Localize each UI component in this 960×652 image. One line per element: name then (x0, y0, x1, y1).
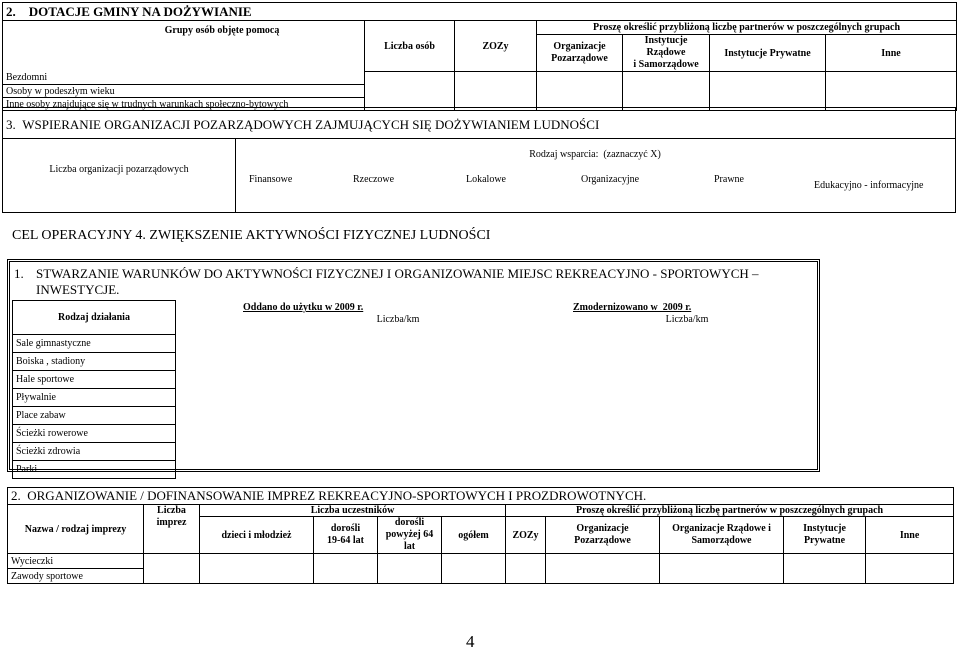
input-cell[interactable] (710, 72, 826, 111)
col-priv (784, 517, 866, 554)
row-label: Parki (13, 461, 176, 479)
row-label: Sale gimnastyczne (13, 335, 176, 353)
input-cell[interactable] (826, 72, 957, 111)
seniors-a: dorośli (394, 517, 425, 528)
table-row (13, 425, 176, 443)
table-row (8, 554, 954, 569)
support-rzeczowe: Rzeczowe (353, 174, 395, 185)
col-modern-header (562, 302, 812, 326)
input-cell[interactable] (506, 554, 546, 584)
col-other: Inne (866, 517, 954, 554)
page-number: 4 (466, 632, 475, 651)
col-gov (660, 517, 784, 554)
section-4-1-box (7, 259, 820, 475)
ngo-a: Organizacje (576, 523, 629, 534)
sub-gov-header (623, 35, 710, 72)
activity-table (12, 300, 176, 479)
table-row (13, 371, 176, 389)
col-zozy-header: ZOZy (455, 21, 537, 72)
support-finansowe: Finansowe (249, 174, 293, 185)
col-event-name-header: Nazwa / rodzaj imprezy (8, 505, 144, 554)
section-2-heading: 2. DOTACJE GMINY NA DOŻYWIANIE (3, 3, 957, 21)
seniors-b: powyżej 64 lat (385, 529, 434, 552)
support-prawne: Prawne (714, 174, 744, 185)
row-label: Pływalnie (13, 389, 176, 407)
col-partners-header: Proszę określić przybliżoną liczbę partnerów w poszczególnych grupach (537, 21, 957, 35)
input-cell[interactable] (537, 72, 623, 111)
adults-a: dorośli (330, 523, 361, 534)
row-label: Zawody sportowe (8, 569, 144, 584)
col-participants-header: Liczba uczestników (200, 505, 506, 517)
goal-prefix: CEL OPERACYJNY 4. (12, 228, 150, 243)
priv-a: Instytucje (803, 523, 846, 534)
input-cell[interactable] (455, 72, 537, 111)
section-4-1-number: 1. (14, 266, 24, 281)
table-row (13, 443, 176, 461)
col-children: dzieci i młodzież (200, 517, 314, 554)
sub-gov-b: i Samorządowe (633, 59, 699, 70)
adults-b: 19-64 lat (327, 535, 364, 546)
section-3-box (2, 107, 956, 213)
sub-ngo-a: Organizacje (553, 41, 606, 52)
goal-title: ZWIĘKSZENIE AKTYWNOŚCI FIZYCZNEJ LUDNOŚCI (149, 228, 491, 243)
input-cell[interactable] (546, 554, 660, 584)
operational-goal-heading (12, 228, 490, 244)
ngo-b: Pozarządowe (574, 535, 631, 546)
row-label: Ścieżki zdrowia (13, 443, 176, 461)
col-count-header: Liczba osób (365, 21, 455, 72)
input-cell[interactable] (365, 72, 455, 111)
col-event-count-header (144, 505, 200, 554)
sub-priv-header: Instytucje Prywatne (710, 35, 826, 72)
col-opened-unit: Liczba/km (376, 314, 420, 325)
section-4-2-table (7, 487, 954, 584)
input-cell[interactable] (442, 554, 506, 584)
col-type-header: Rodzaj działania (13, 301, 176, 335)
sub-ngo-header (537, 35, 623, 72)
support-organizacyjne: Organizacyjne (581, 174, 640, 185)
table-row (13, 353, 176, 371)
input-cell[interactable] (144, 554, 200, 584)
sub-other-header: Inne (826, 35, 957, 72)
table-row (13, 389, 176, 407)
input-cell[interactable] (623, 72, 710, 111)
sub-ngo-b: Pozarządowe (551, 53, 608, 64)
input-cell[interactable] (866, 554, 954, 584)
event-count-b: imprez (156, 517, 187, 528)
col-groups-header: Grupy osób objęte pomocą (3, 21, 365, 72)
col-modern-unit: Liczba/km (665, 314, 709, 325)
col-opened-label: Oddano do użytku w 2009 r. (243, 302, 364, 313)
table-row (13, 461, 176, 479)
input-cell[interactable] (378, 554, 442, 584)
sub-gov-a: Instytucje Rządowe (644, 35, 688, 58)
section-4-2-heading: 2. ORGANIZOWANIE / DOFINANSOWANIE IMPREZ REKREACYJNO-SPORTOWYCH I PROZDROWOTNYCH. (8, 488, 954, 505)
input-cell[interactable] (314, 554, 378, 584)
row-label: Wycieczki (8, 554, 144, 569)
col-total: ogółem (442, 517, 506, 554)
input-cell[interactable] (784, 554, 866, 584)
col-opened-header (234, 302, 562, 326)
col-ngo (546, 517, 660, 554)
row-label: Boiska , stadiony (13, 353, 176, 371)
input-cell[interactable] (660, 554, 784, 584)
section-4-1-heading-line2: INWESTYCJE. (36, 282, 120, 297)
col-adults (314, 517, 378, 554)
support-lokalowe: Lokalowe (466, 174, 506, 185)
gov-b: Samorządowe (691, 535, 752, 546)
row-label: Place zabaw (13, 407, 176, 425)
section-3-heading: 3. WSPIERANIE ORGANIZACJI POZARZĄDOWYCH ZAJMUJĄCYCH SIĘ DOŻYWIANIEM LUDNOŚCI (6, 117, 600, 132)
row-label: Hale sportowe (13, 371, 176, 389)
row-label: Bezdomni (3, 72, 365, 85)
col-modern-label: Zmodernizowano w 2009 r. (573, 302, 692, 313)
col-org-count-header: Liczba organizacji pozarządowych (49, 164, 189, 175)
col-seniors (378, 517, 442, 554)
row-label: Ścieżki rowerowe (13, 425, 176, 443)
table-row (13, 407, 176, 425)
col-support-header: Rodzaj wsparcia: (zaznaczyć X) (529, 149, 661, 160)
section-2-table (2, 2, 957, 111)
row-label: Osoby w podeszłym wieku (3, 85, 365, 98)
priv-b: Prywatne (803, 535, 846, 546)
row-label: Inne osoby znajdujące się w trudnych warunkach społeczno-bytowych (3, 98, 365, 111)
gov-a: Organizacje Rządowe i (672, 523, 771, 534)
divider (3, 138, 955, 139)
table-row (13, 335, 176, 353)
event-count-a: Liczba (157, 505, 186, 516)
col-partners-header: Proszę określić przybliżoną liczbę partnerów w poszczególnych grupach (506, 505, 954, 517)
col-zozy: ZOZy (506, 517, 546, 554)
input-cell[interactable] (200, 554, 314, 584)
support-edukacyjno: Edukacyjno - informacyjne (814, 180, 924, 191)
section-4-1-heading-line1: STWARZANIE WARUNKÓW DO AKTYWNOŚCI FIZYCZNEJ I ORGANIZOWANIE MIEJSC REKREACYJNO - SPORTOWYCH – (36, 266, 759, 281)
table-row (3, 72, 957, 85)
